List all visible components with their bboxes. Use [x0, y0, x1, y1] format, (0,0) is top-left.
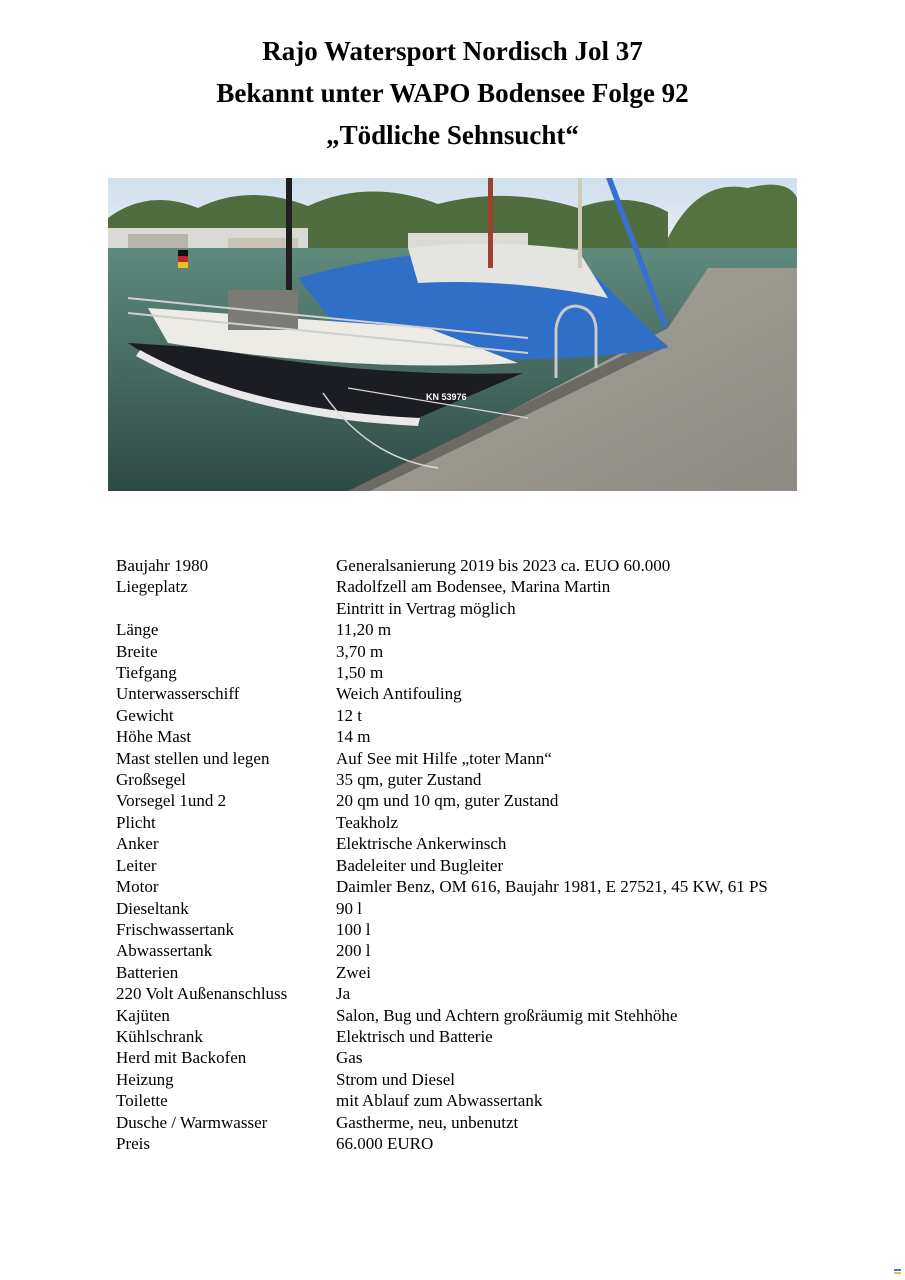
spec-row [116, 1047, 876, 1068]
spec-value: Gas [336, 1048, 363, 1068]
spec-label: Breite [116, 641, 158, 661]
spec-row [116, 940, 876, 961]
spec-row [116, 619, 876, 640]
spec-table [116, 555, 876, 1154]
spec-label: Heizung [116, 1069, 174, 1089]
spec-row [116, 641, 876, 662]
spec-value: Strom und Diesel [336, 1069, 455, 1089]
spec-label: Mast stellen und legen [116, 748, 270, 768]
spec-row [116, 898, 876, 919]
spec-label: Großsegel [116, 770, 186, 790]
spec-row [116, 769, 876, 790]
spec-value: 66.000 EURO [336, 1133, 434, 1153]
spec-row [116, 833, 876, 854]
spec-row [116, 855, 876, 876]
spec-row [116, 576, 876, 597]
spec-row [116, 962, 876, 983]
spec-row [116, 705, 876, 726]
spec-value: Radolfzell am Bodensee, Marina Martin [336, 577, 611, 597]
spec-value: Badeleiter und Bugleiter [336, 855, 504, 875]
spec-label: Preis [116, 1133, 150, 1153]
corner-logo-icon [894, 1269, 901, 1276]
spec-value: 100 l [336, 919, 371, 939]
spec-value: 12 t [336, 705, 362, 725]
spec-row [116, 598, 876, 619]
spec-label: Plicht [116, 812, 156, 832]
spec-value: 11,20 m [336, 620, 392, 640]
spec-label: Liegeplatz [116, 577, 188, 597]
title-line-1: Rajo Watersport Nordisch Jol 37 [262, 36, 643, 66]
spec-label: Abwassertank [116, 941, 213, 961]
spec-label: Kajüten [116, 1005, 170, 1025]
spec-row [116, 683, 876, 704]
spec-label [116, 598, 336, 619]
spec-value: Auf See mit Hilfe „toter Mann“ [336, 748, 552, 768]
spec-label: Dusche / Warmwasser [116, 1112, 268, 1132]
spec-row [116, 1005, 876, 1026]
spec-value: mit Ablauf zum Abwassertank [336, 1091, 543, 1111]
spec-label: Kühlschrank [116, 1026, 203, 1046]
hull-registration: KN 53976 [426, 392, 467, 402]
spec-label: Herd mit Backofen [116, 1048, 247, 1068]
spec-value: 200 l [336, 941, 371, 961]
spec-value: Eintritt in Vertrag möglich [336, 598, 516, 618]
spec-row [116, 1090, 876, 1111]
spec-row [116, 662, 876, 683]
spec-value: Elektrische Ankerwinsch [336, 834, 507, 854]
spec-row [116, 748, 876, 769]
spec-value: Gastherme, neu, unbenutzt [336, 1112, 519, 1132]
spec-row [116, 1069, 876, 1090]
spec-label: Frischwassertank [116, 919, 235, 939]
spec-row [116, 1112, 876, 1133]
document-title [0, 30, 905, 156]
spec-row [116, 812, 876, 833]
spec-label: Leiter [116, 855, 157, 875]
spec-value: 3,70 m [336, 641, 384, 661]
spec-row [116, 1026, 876, 1047]
spec-label: Tiefgang [116, 663, 177, 683]
spec-label: Länge [116, 620, 159, 640]
spec-row [116, 1133, 876, 1154]
boat-photo-illustration [108, 178, 797, 491]
spec-value: 14 m [336, 727, 371, 747]
title-line-2: Bekannt unter WAPO Bodensee Folge 92 [216, 78, 689, 108]
spec-label: Anker [116, 834, 159, 854]
spec-label: Dieseltank [116, 898, 189, 918]
spec-label: Vorsegel 1und 2 [116, 791, 227, 811]
spec-row [116, 555, 876, 576]
spec-row [116, 726, 876, 747]
spec-row [116, 790, 876, 811]
spec-label: Motor [116, 877, 159, 897]
title-line-3: „Tödliche Sehnsucht“ [326, 120, 579, 150]
spec-value: Daimler Benz, OM 616, Baujahr 1981, E 27521, 45 KW, 61 PS [336, 877, 768, 897]
spec-value: Weich Antifouling [336, 684, 462, 704]
boat-photo [108, 178, 797, 491]
spec-value: Salon, Bug und Achtern großräumig mit Stehhöhe [336, 1005, 678, 1025]
spec-value: Zwei [336, 962, 371, 982]
spec-label: Batterien [116, 962, 179, 982]
spec-value: Elektrisch und Batterie [336, 1026, 493, 1046]
spec-label: Gewicht [116, 705, 174, 725]
spec-row [116, 876, 876, 897]
spec-value: 90 l [336, 898, 362, 918]
spec-label: 220 Volt Außenanschluss [116, 984, 288, 1004]
spec-value: Teakholz [336, 812, 399, 832]
spec-row [116, 919, 876, 940]
spec-value: 1,50 m [336, 663, 384, 683]
spec-value: 20 qm und 10 qm, guter Zustand [336, 791, 559, 811]
spec-value: Generalsanierung 2019 bis 2023 ca. EUO 60.000 [336, 556, 671, 575]
spec-value: 35 qm, guter Zustand [336, 770, 482, 790]
spec-label: Baujahr 1980 [116, 556, 209, 575]
spec-label: Höhe Mast [116, 727, 192, 747]
spec-label: Toilette [116, 1091, 168, 1111]
spec-row [116, 983, 876, 1004]
spec-value: Ja [336, 984, 351, 1004]
spec-label: Unterwasserschiff [116, 684, 240, 704]
